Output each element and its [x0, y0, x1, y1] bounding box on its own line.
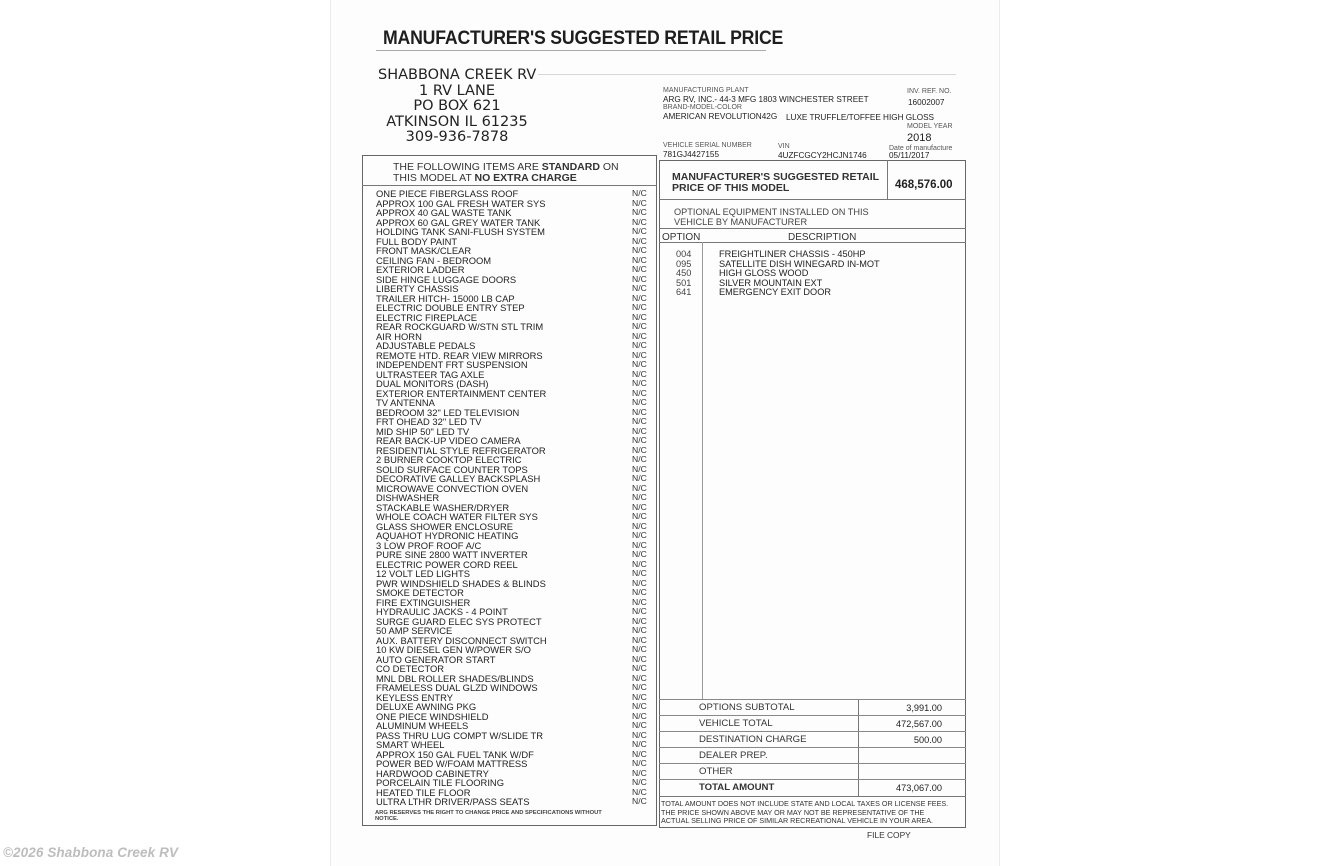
divider [887, 160, 888, 200]
standard-item-charge: N/C [632, 568, 647, 578]
standard-item-name: HYDRAULIC JACKS - 4 POINT [376, 606, 508, 617]
standard-item-charge: N/C [632, 302, 647, 312]
option-description: EMERGENCY EXIT DOOR [719, 287, 831, 298]
totals-value: 472,567.00 [896, 718, 942, 729]
heading-standard: STANDARD [541, 161, 600, 173]
disclaimer-line: TOTAL AMOUNT DOES NOT INCLUDE STATE AND LOCAL TAXES OR LICENSE FEES. [661, 799, 949, 808]
standard-item-name: PORCELAIN TILE FLOORING [376, 777, 504, 788]
dealer-address-line1: 1 RV LANE [419, 82, 495, 99]
disclaimer-line: THE PRICE SHOWN ABOVE MAY OR MAY NOT BE REPRESENTATIVE OF THE [661, 807, 925, 817]
standard-item-name: PURE SINE 2800 WATT INVERTER [376, 549, 528, 560]
standard-item-name: 12 VOLT LED LIGHTS [376, 568, 470, 579]
option-code: 501 [676, 277, 692, 288]
msrp-label-line: MANUFACTURER'S SUGGESTED RETAIL [672, 171, 880, 183]
dealer-name: SHABBONA CREEK RV [378, 67, 537, 83]
standard-item-name: APPROX 60 GAL GREY WATER TANK [376, 216, 541, 228]
model-year-value: 2018 [907, 132, 932, 144]
divider [659, 199, 966, 200]
standard-item-charge: N/C [632, 226, 647, 236]
standard-item-charge: N/C [632, 454, 647, 464]
standard-item-charge: N/C [632, 416, 647, 426]
standard-item-charge: N/C [632, 188, 647, 198]
title-divider [376, 50, 766, 51]
standard-item-row [376, 797, 648, 807]
option-description: HIGH GLOSS WOOD [719, 268, 809, 279]
totals-label: OPTIONS SUBTOTAL [699, 702, 795, 713]
pricing-disclaimer [661, 800, 948, 826]
standard-item-name: KEYLESS ENTRY [376, 691, 453, 703]
standard-item-name: SOLID SURFACE COUNTER TOPS [376, 463, 528, 475]
standard-item-name: FIRE EXTINGUISHER [376, 596, 471, 608]
vin-label: VIN [778, 143, 790, 150]
divider [659, 228, 966, 229]
standard-item-name: 3 LOW PROF ROOF A/C [376, 539, 482, 551]
totals-row [659, 715, 966, 731]
option-description: SATELLITE DISH WINEGARD IN-MOT [719, 258, 880, 269]
copyright-watermark: ©2026 Shabbona Creek RV [3, 845, 179, 860]
standard-item-name: POWER BED W/FOAM MATTRESS [376, 758, 528, 769]
footnote-line: ARG RESERVES THE RIGHT TO CHANGE PRICE AND SPECIFICATIONS WITHOUT [375, 810, 602, 816]
standard-item-charge: N/C [632, 425, 647, 436]
standard-item-name: 2 BURNER COOKTOP ELECTRIC [376, 454, 522, 465]
options-list [674, 250, 880, 298]
standard-item-charge: N/C [632, 663, 647, 673]
heading-no-extra-charge: NO EXTRA CHARGE [474, 171, 577, 184]
msrp-label-line: PRICE OF THIS MODEL [672, 182, 790, 194]
totals-row [659, 779, 966, 795]
standard-item-charge: N/C [632, 701, 647, 711]
serial-value: 781GJ4427155 [663, 150, 719, 159]
standard-item-name: EXTERIOR ENTERTAINMENT CENTER [376, 387, 547, 399]
standard-item-charge: N/C [632, 748, 647, 759]
standard-item-charge: N/C [632, 340, 647, 350]
standard-item-name: REAR BACK-UP VIDEO CAMERA [376, 435, 521, 446]
standard-item-name: DISHWASHER [376, 492, 440, 503]
totals-value: 500.00 [913, 734, 942, 745]
standard-item-name: TRAILER HITCH- 15000 LB CAP [376, 292, 515, 304]
standard-item-charge: N/C [632, 397, 647, 407]
standard-item-charge: N/C [632, 644, 647, 654]
option-code: 450 [676, 268, 692, 279]
standard-item-name: SMOKE DETECTOR [376, 587, 464, 598]
standard-item-name: ELECTRIC FIREPLACE [376, 311, 478, 323]
intro-line: VEHICLE BY MANUFACTURER [674, 217, 808, 227]
standard-item-name: REMOTE HTD. REAR VIEW MIRRORS [376, 349, 543, 361]
standard-item-charge: N/C [632, 245, 647, 255]
standard-item-charge: N/C [632, 682, 647, 692]
standard-item-name: FRT OHEAD 32" LED TV [376, 416, 482, 427]
color-value: LUXE TRUFFLE/TOFFEE HIGH GLOSS [786, 113, 935, 122]
totals-row [659, 699, 966, 715]
standard-item-name: AUTO GENERATOR START [376, 653, 496, 665]
standard-item-charge: N/C [632, 777, 647, 787]
standard-item-name: DUAL MONITORS (DASH) [376, 378, 489, 389]
totals-label: TOTAL AMOUNT [699, 782, 775, 793]
standard-item-charge: N/C [632, 549, 647, 559]
standard-item-name: MNL DBL ROLLER SHADES/BLINDS [376, 672, 534, 684]
standard-item-name: HOLDING TANK SANI-FLUSH SYSTEM [376, 226, 545, 237]
standard-item-charge: N/C [632, 463, 647, 474]
heading-text: ON [599, 161, 619, 173]
standard-item-name: AIR HORN [376, 330, 422, 342]
standard-item-name: SIDE HINGE LUGGAGE DOORS [376, 273, 517, 285]
standard-item-charge: N/C [632, 720, 647, 730]
standard-item-charge: N/C [632, 729, 647, 740]
standard-item-name: SURGE GUARD ELEC SYS PROTECT [376, 615, 542, 627]
standard-item-name: LIBERTY CHASSIS [376, 283, 459, 294]
model-year-label: MODEL YEAR [907, 123, 953, 130]
totals-row [659, 747, 966, 763]
standard-item-charge: N/C [632, 596, 647, 607]
option-description: FREIGHTLINER CHASSIS - 450HP [719, 249, 866, 259]
plant-label: MANUFACTURING PLANT [663, 87, 749, 94]
standard-item-charge: N/C [632, 710, 647, 721]
standard-item-charge: N/C [632, 606, 647, 616]
standard-item-name: FRAMELESS DUAL GLZD WINDOWS [376, 682, 538, 693]
msrp-value: 468,576.00 [895, 179, 953, 191]
standard-item-charge: N/C [632, 368, 647, 379]
brand-model-color-label: BRAND-MODEL-COLOR [663, 104, 742, 111]
standard-item-name: PWR WINDSHIELD SHADES & BLINDS [376, 577, 546, 589]
standard-item-name: ELECTRIC DOUBLE ENTRY STEP [376, 302, 525, 313]
heading-text: THIS MODEL AT [393, 171, 475, 184]
option-description: SILVER MOUNTAIN EXT [719, 277, 823, 288]
standard-item-charge: N/C [632, 264, 647, 274]
standard-item-charge: N/C [632, 292, 647, 303]
divider [702, 242, 703, 699]
standard-item-name: CEILING FAN - BEDROOM [376, 254, 492, 266]
standard-item-charge: N/C [632, 330, 647, 341]
standard-item-name: APPROX 40 GAL WASTE TANK [376, 207, 512, 218]
standard-item-charge: N/C [632, 672, 647, 683]
standard-item-name: DECORATIVE GALLEY BACKSPLASH [376, 473, 541, 484]
plant-value: ARG RV, INC.- 44-3 MFG 1803 WINCHESTER STREET [663, 95, 869, 104]
option-code: 095 [676, 258, 692, 269]
vin-value: 4UZFCGCY2HCJN1746 [778, 151, 867, 160]
standard-item-charge: N/C [632, 511, 647, 521]
standard-item-name: STACKABLE WASHER/DRYER [376, 501, 510, 513]
standard-item-name: INDEPENDENT FRT SUSPENSION [376, 359, 528, 370]
standard-item-name: DELUXE AWNING PKG [376, 701, 477, 712]
totals-table [659, 699, 966, 795]
standard-item-charge: N/C [632, 216, 647, 227]
inv-ref-value: 16002007 [908, 98, 945, 107]
standard-item-name: ONE PIECE WINDSHIELD [376, 710, 489, 722]
totals-label: DESTINATION CHARGE [699, 734, 807, 745]
standard-item-charge: N/C [632, 786, 647, 797]
footnote-line: NOTICE. [375, 816, 399, 822]
standard-item-charge: N/C [632, 235, 647, 246]
file-copy-label: FILE COPY [867, 830, 911, 840]
optional-equipment-intro [674, 207, 869, 227]
standard-item-charge: N/C [632, 406, 647, 417]
standard-item-name: BEDROOM 32" LED TELEVISION [376, 406, 520, 418]
standard-item-charge: N/C [632, 691, 647, 702]
standard-item-charge: N/C [632, 378, 647, 388]
totals-row [659, 731, 966, 747]
standard-item-charge: N/C [632, 530, 647, 540]
standard-item-charge: N/C [632, 796, 647, 806]
standard-item-name: APPROX 150 GAL FUEL TANK W/DF [376, 748, 534, 760]
divider [659, 796, 966, 797]
dealer-divider [538, 74, 956, 75]
standard-item-charge: N/C [632, 492, 647, 502]
standard-item-name: MID SHIP 50" LED TV [376, 425, 470, 437]
standard-item-charge: N/C [632, 473, 647, 483]
totals-row [659, 763, 966, 779]
standard-item-charge: N/C [632, 444, 647, 455]
standard-item-name: ELECTRIC POWER CORD REEL [376, 558, 518, 570]
standard-item-charge: N/C [632, 653, 647, 664]
standard-item-charge: N/C [632, 625, 647, 635]
msrp-label [672, 172, 879, 194]
totals-label: DEALER PREP. [699, 750, 768, 761]
standard-item-charge: N/C [632, 758, 647, 768]
standard-item-charge: N/C [632, 539, 647, 550]
standard-item-name: CO DETECTOR [376, 663, 445, 674]
standard-item-name: FRONT MASK/CLEAR [376, 245, 472, 256]
standard-item-charge: N/C [632, 387, 647, 398]
standard-item-name: AUX. BATTERY DISCONNECT SWITCH [376, 634, 547, 646]
standard-items-heading [393, 162, 619, 183]
totals-value: 473,067.00 [896, 782, 942, 793]
option-column-header: OPTION [662, 232, 701, 243]
standard-item-charge: N/C [632, 767, 647, 778]
standard-item-name: WHOLE COACH WATER FILTER SYS [376, 511, 538, 522]
standard-item-charge: N/C [632, 739, 647, 749]
standard-item-name: 10 KW DIESEL GEN W/POWER S/O [376, 644, 531, 655]
standard-item-name: REAR ROCKGUARD W/STN STL TRIM [376, 321, 544, 332]
dealer-city-state-zip: ATKINSON IL 61235 [386, 113, 528, 130]
standard-item-charge: N/C [632, 587, 647, 597]
standard-item-charge: N/C [632, 321, 647, 331]
standard-item-charge: N/C [632, 615, 647, 626]
disclaimer-line: ACTUAL SELLING PRICE OF SIMILAR RECREATIONAL VEHICLE IN YOUR AREA. [661, 816, 933, 826]
standard-item-name: RESIDENTIAL STYLE REFRIGERATOR [376, 444, 546, 456]
serial-label: VEHICLE SERIAL NUMBER [663, 142, 752, 149]
standard-item-charge: N/C [632, 359, 647, 369]
totals-value: 3,991.00 [906, 702, 942, 713]
standard-item-name: ULTRA LTHR DRIVER/PASS SEATS [376, 796, 530, 807]
standard-item-charge: N/C [632, 558, 647, 569]
heading-text: THE FOLLOWING ITEMS ARE [393, 161, 542, 173]
standard-item-charge: N/C [632, 349, 647, 360]
option-row [674, 288, 880, 298]
standard-item-name: 50 AMP SERVICE [376, 625, 453, 636]
description-column-header: DESCRIPTION [788, 232, 857, 243]
standard-item-name: ULTRASTEER TAG AXLE [376, 368, 485, 380]
standard-item-name: SMART WHEEL [376, 739, 445, 750]
mfg-date-value: 05/11/2017 [889, 151, 930, 160]
mfg-date-label: Date of manufacture [889, 145, 953, 152]
standard-item-name: ALUMINUM WHEELS [376, 720, 469, 731]
inv-ref-label: INV. REF. NO. [907, 88, 952, 95]
standard-item-name: TV ANTENNA [376, 397, 435, 408]
standard-item-charge: N/C [632, 634, 647, 645]
standard-item-charge: N/C [632, 207, 647, 217]
option-code: 004 [676, 249, 692, 259]
document-title: MANUFACTURER'S SUGGESTED RETAIL PRICE [383, 28, 784, 49]
standard-item-name: HARDWOOD CABINETRY [376, 767, 489, 779]
standard-item-charge: N/C [632, 254, 647, 265]
standard-item-name: MICROWAVE CONVECTION OVEN [376, 482, 529, 494]
standard-item-name: HEATED TILE FLOOR [376, 786, 471, 798]
standard-item-name: ADJUSTABLE PEDALS [376, 340, 476, 351]
standard-item-charge: N/C [632, 197, 647, 208]
standard-item-name: FULL BODY PAINT [376, 235, 458, 247]
option-code: 641 [676, 287, 692, 298]
standard-item-charge: N/C [632, 577, 647, 588]
model-value: AMERICAN REVOLUTION42G [663, 112, 778, 121]
standard-item-name: PASS THRU LUG COMPT W/SLIDE TR [376, 729, 544, 741]
dealer-address-block [378, 68, 536, 146]
standard-item-name: ONE PIECE FIBERGLASS ROOF [376, 188, 519, 199]
standard-item-name: EXTERIOR LADDER [376, 264, 465, 275]
standard-item-name: APPROX 100 GAL FRESH WATER SYS [376, 197, 546, 209]
dealer-phone: 309-936-7878 [405, 129, 509, 145]
totals-label: OTHER [699, 766, 733, 777]
dealer-address-line2: PO BOX 621 [413, 98, 501, 114]
totals-label: VEHICLE TOTAL [699, 718, 773, 729]
intro-line: OPTIONAL EQUIPMENT INSTALLED ON THIS [674, 207, 869, 217]
standard-item-charge: N/C [632, 501, 647, 512]
standard-item-charge: N/C [632, 283, 647, 293]
standard-footnote [375, 810, 602, 822]
standard-item-name: GLASS SHOWER ENCLOSURE [376, 520, 514, 532]
standard-item-charge: N/C [632, 273, 647, 284]
standard-item-name: AQUAHOT HYDRONIC HEATING [376, 530, 519, 541]
standard-item-charge: N/C [632, 311, 647, 322]
standard-items-list [376, 189, 648, 807]
standard-item-charge: N/C [632, 482, 647, 493]
standard-item-charge: N/C [632, 435, 647, 445]
standard-item-charge: N/C [632, 520, 647, 531]
